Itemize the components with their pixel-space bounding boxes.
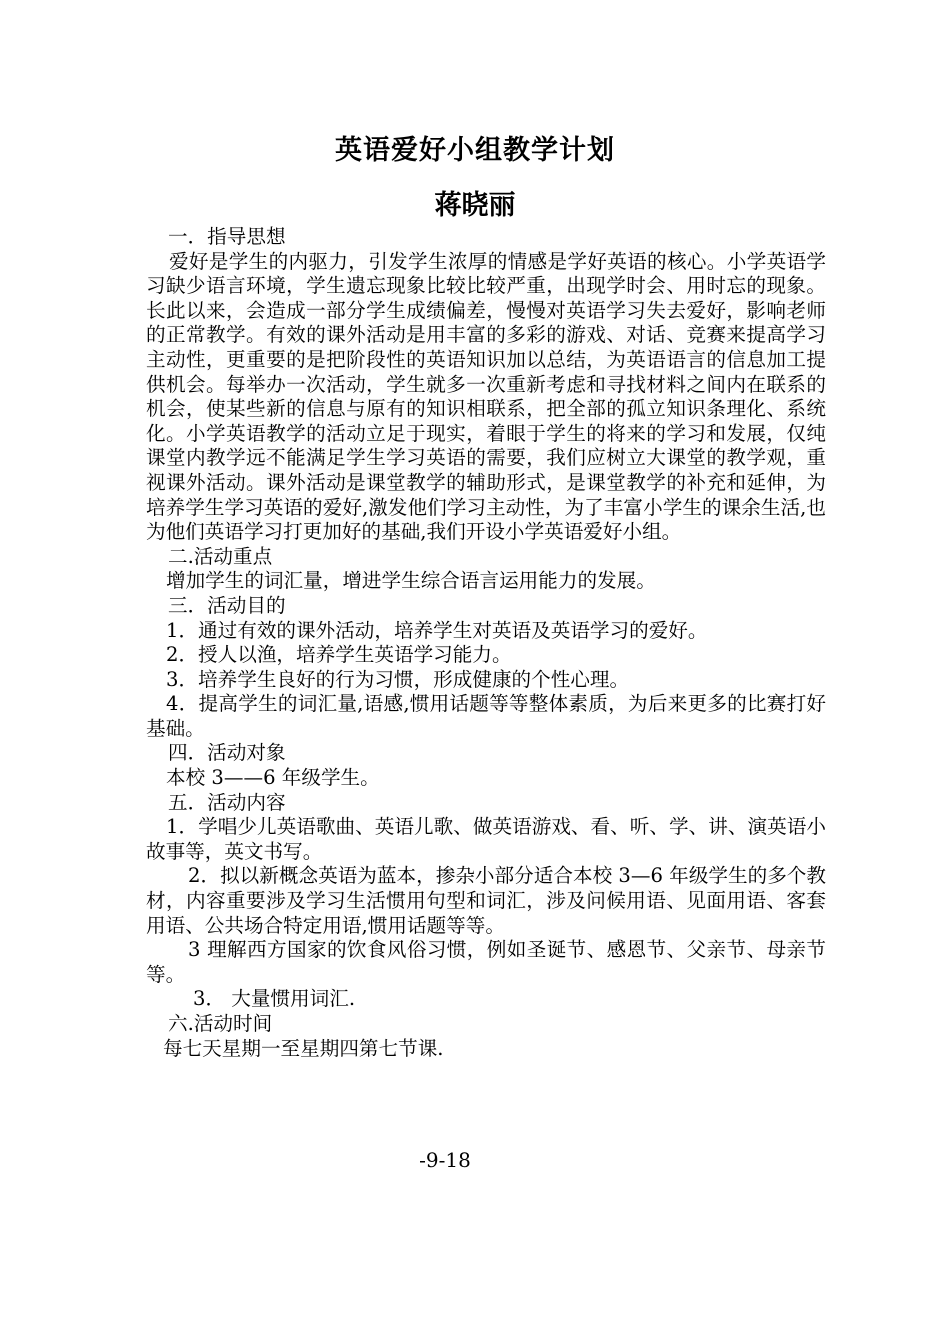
paragraph-activity-focus: 增加学生的词汇量，增进学生综合语言运用能力的发展。	[166, 569, 656, 593]
list-item: 1．学唱少儿英语歌曲、英语儿歌、做英语游戏、看、听、学、讲、演英语小故事等，英文书写。	[146, 815, 826, 863]
document-author: 蒋晓丽	[434, 190, 516, 221]
section-heading-activity-focus: 二.活动重点	[168, 544, 273, 568]
section-heading-activity-content: 五．活动内容	[168, 790, 286, 814]
section-heading-activity-target: 四．活动对象	[168, 741, 286, 765]
list-item: 3．培养学生良好的行为习惯，形成健康的个性心理。	[166, 667, 630, 691]
section-heading-activity-purpose: 三．活动目的	[168, 593, 286, 617]
list-item: 4．提高学生的词汇量,语感,惯用话题等等整体素质，为后来更多的比赛打好基础。	[146, 692, 826, 740]
list-item: 3． 大量惯用词汇.	[193, 987, 356, 1011]
paragraph-activity-time: 每七天星期一至星期四第七节课.	[163, 1036, 444, 1060]
document-title: 英语爱好小组教学计划	[335, 135, 615, 166]
list-item: 3 理解西方国家的饮食风俗习惯，例如圣诞节、感恩节、父亲节、母亲节等。	[146, 938, 826, 986]
list-item: 2．拟以新概念英语为蓝本，掺杂小部分适合本校 3—6 年级学生的多个教材，内容重要涉及学习生活惯用句型和词汇，涉及问候用语、见面用语、客套用语、公共场合特定用语,惯用话题等等。	[146, 864, 826, 937]
section-heading-guiding-ideas: 一．指导思想	[168, 225, 286, 248]
list-item: 2．授人以渔，培养学生英语学习能力。	[166, 643, 512, 667]
list-item: 1．通过有效的课外活动，培养学生对英语及英语学习的爱好。	[166, 618, 708, 642]
page-footer: -9-18	[419, 1148, 471, 1172]
paragraph-guiding-ideas: 爱好是学生的内驱力，引发学生浓厚的情感是学好英语的核心。小学英语学习缺少语言环境，学生遗忘现象比较比较严重，出现学时会、用时忘的现象。长此以来，会造成一部分学生成绩偏差，慢慢对英语学习失去爱好，影响老师的正常教学。有效的课外活动是用丰富的多彩的游戏、对话、竞赛来提高学习主动性，更重要的是把阶段性的英语知识加以总结，为英语语言的信息加工提供机会。每举办一次活动，学生就多一次重新考虑和寻找材料之间内在联系的机会，使某些新的信息与原有的知识相联系，把全部的孤立知识条理化、系统化。小学英语教学的活动立足于现实，着眼于学生的将来的学习和发展，仅纯课堂内教学远不能满足学生学习英语的需要，我们应树立大课堂的教学观，重视课外活动。课外活动是课堂教学的辅助形式，是课堂教学的补充和延伸，为培养学生学习英语的爱好,激发他们学习主动性，为了丰富小学生的课余生活,也为他们英语学习打更加好的基础,我们开设小学英语爱好小组。	[146, 249, 826, 544]
paragraph-activity-target: 本校 3——6 年级学生。	[166, 766, 380, 790]
section-heading-activity-time: 六.活动时间	[168, 1012, 273, 1035]
document-body	[146, 225, 826, 1061]
